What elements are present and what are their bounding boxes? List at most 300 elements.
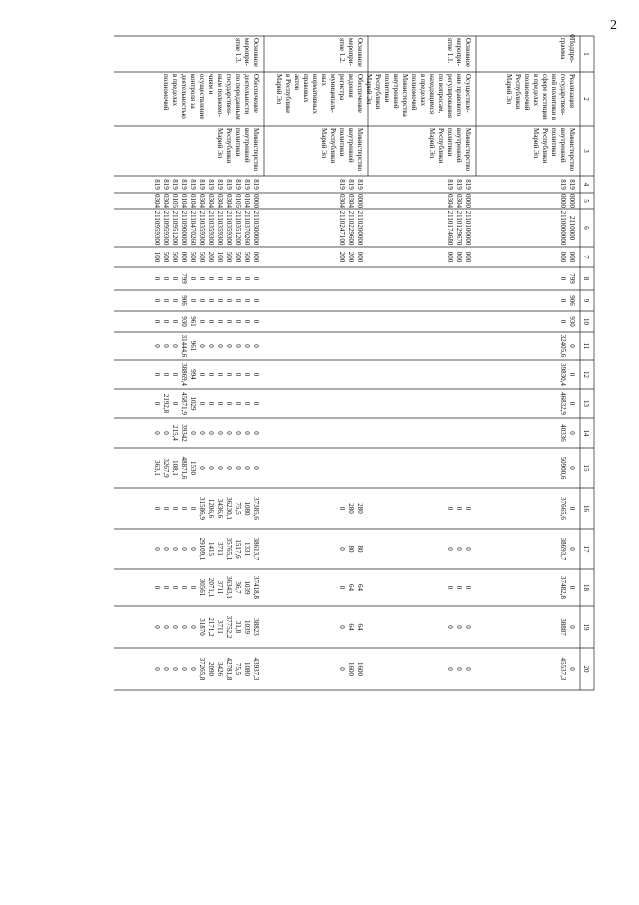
table-cell: 0 <box>171 344 179 348</box>
table-cell: 819 <box>162 179 170 190</box>
table-cell: 280 <box>347 503 355 514</box>
table-cell: 819 <box>171 179 179 190</box>
table-cell: 0 <box>171 625 179 629</box>
table-cell: 0 <box>180 585 188 590</box>
table-cell: 45537,3 <box>559 657 567 681</box>
table-cell: 930 <box>568 316 576 327</box>
table-cell: 0304 <box>446 194 454 208</box>
row-description: по переданным <box>234 74 242 120</box>
table-cell: 819 <box>252 179 260 190</box>
table-cell: 0 <box>180 547 188 551</box>
table-cell: 0 <box>153 401 161 406</box>
column-number: 9 <box>582 298 590 303</box>
row-description: в пределах <box>171 74 179 107</box>
table-cell: 0105 <box>171 194 179 208</box>
table-cell: 930 <box>180 316 188 327</box>
row-description: Марий Эл <box>505 74 513 105</box>
row-executor: Республики <box>541 128 549 164</box>
table-cell: 0 <box>225 298 233 303</box>
row-description: деятельности <box>243 74 251 115</box>
table-cell: 0 <box>216 344 224 348</box>
table-cell: 0 <box>171 298 179 303</box>
row-executor: Марий Эл <box>428 128 436 159</box>
table-cell: 819 <box>198 179 206 190</box>
table-cell: 38887 <box>559 618 567 636</box>
column-number: 7 <box>582 255 590 259</box>
table-cell: 2171,2 <box>207 617 215 637</box>
table-cell: 0 <box>225 344 233 348</box>
table-cell: 0 <box>153 298 161 303</box>
table-cell: 0 <box>243 401 251 406</box>
table-cell: 819 <box>243 179 251 190</box>
row-description: ным полномо- <box>216 74 224 117</box>
table-cell: 0 <box>216 276 224 281</box>
table-cell: 0 <box>455 585 463 590</box>
table-cell: 0104 <box>180 194 188 208</box>
row-executor: Республики <box>437 128 445 164</box>
row-description: политики <box>383 74 391 103</box>
table-cell: 961 <box>189 316 197 327</box>
table-cell: 0 <box>189 431 197 435</box>
table-cell: 0 <box>225 401 233 406</box>
row-type-label: грамма <box>559 38 567 60</box>
row-description: Республики <box>374 74 382 110</box>
row-description: ведения <box>347 74 355 98</box>
row-executor: политики <box>446 128 454 157</box>
column-number: 12 <box>582 371 590 378</box>
table-cell: 0304 <box>338 194 346 208</box>
row-description: чиям и <box>207 74 215 95</box>
table-cell: 0 <box>171 372 179 377</box>
table-cell: 0 <box>446 585 454 590</box>
table-cell: 32405,6 <box>559 334 567 358</box>
table-cell: 0 <box>153 372 161 377</box>
table-cell: 0 <box>446 547 454 551</box>
table-cell: 0 <box>338 625 346 629</box>
row-description: государствен- <box>225 74 233 116</box>
table-cell: 0 <box>464 667 472 671</box>
row-description: Осуществле- <box>464 74 472 113</box>
table-cell: 0 <box>243 431 251 435</box>
table-cell: 0 <box>198 344 206 348</box>
table-cell: 64 <box>356 584 364 591</box>
table-cell: 0 <box>225 431 233 435</box>
table-cell: 2110470260 <box>189 210 197 246</box>
row-description: Обеспечение <box>356 74 364 113</box>
column-number: 19 <box>582 623 590 631</box>
table-cell: 0 <box>207 298 215 303</box>
table-cell: 2110351200 <box>234 210 242 246</box>
table-cell: 31,8 <box>234 620 242 634</box>
row-executor: Марий Эл <box>532 128 540 159</box>
table-cell: 0 <box>446 506 454 511</box>
table-cell: 0 <box>162 276 170 281</box>
row-type-label: Основное <box>252 38 260 68</box>
table-cell: 37752,2 <box>225 615 233 639</box>
table-cell: 38869,4 <box>180 363 188 386</box>
table-cell: 819 <box>225 179 233 190</box>
table-cell: 0 <box>243 298 251 303</box>
table-cell: 42781,8 <box>225 657 233 681</box>
column-number: 13 <box>582 400 590 407</box>
table-cell: 0 <box>189 625 197 629</box>
table-cell: 0104 <box>243 194 251 208</box>
table-cell: 0 <box>559 298 567 303</box>
table-cell: 0 <box>216 431 224 435</box>
table-cell: 906 <box>568 295 576 306</box>
table-cell: 38823 <box>252 618 260 636</box>
table-cell: 0 <box>189 547 197 551</box>
row-description: полномочий <box>410 74 418 111</box>
column-number: 8 <box>582 276 590 281</box>
table-cell: 2110174680 <box>446 210 454 246</box>
table-cell: 2110900000 <box>180 210 188 246</box>
table-cell: 0 <box>216 401 224 406</box>
table-cell: 2110359300 <box>207 210 215 246</box>
table-cell: 75,5 <box>234 502 242 515</box>
row-description: правовых <box>302 74 310 103</box>
table-cell: 0 <box>252 344 260 348</box>
table-cell: 0 <box>198 276 206 281</box>
table-cell: 0304 <box>216 194 224 208</box>
column-number: 17 <box>582 545 590 553</box>
table-cell: 819 <box>446 179 454 190</box>
table-cell: 819 <box>356 179 364 190</box>
row-executor: Республики <box>225 128 233 164</box>
table-cell: 1039 <box>243 580 251 595</box>
table-cell: 0 <box>162 431 170 435</box>
table-cell: 1080 <box>243 501 251 516</box>
table-cell: 3711 <box>216 580 224 595</box>
table-cell: 0 <box>171 667 179 671</box>
row-type-label: Основное <box>356 38 364 68</box>
table-cell: 0 <box>162 547 170 551</box>
table-cell: 37265,8 <box>198 657 206 681</box>
table-cell: 2110000000 <box>559 210 567 246</box>
table-cell: 3436,6 <box>216 498 224 519</box>
table-cell: 0 <box>189 585 197 590</box>
table-cell: 0000 <box>252 194 260 208</box>
row-description: актов <box>293 74 301 91</box>
table-cell: 0 <box>189 667 197 671</box>
table-cell: 31870 <box>198 618 206 636</box>
column-number: 10 <box>582 318 590 325</box>
table-cell: 0 <box>171 319 179 324</box>
row-executor: Республики <box>329 128 337 164</box>
table-cell: 0 <box>225 319 233 324</box>
table-cell: 0 <box>464 547 472 551</box>
table-cell: 819 <box>455 179 463 190</box>
table-cell: 0304 <box>455 194 463 208</box>
row-description: регулирования <box>446 74 454 118</box>
table-cell: 819 <box>568 179 576 190</box>
table-cell: 0 <box>243 372 251 377</box>
table-cell: 0 <box>234 344 242 348</box>
table-cell: 0 <box>243 319 251 324</box>
row-type-label: меропри- <box>455 38 463 66</box>
table-cell: 0304 <box>162 194 170 208</box>
table-cell: 0 <box>180 625 188 629</box>
table-cell: 37482,8 <box>559 576 567 599</box>
table-cell: 0 <box>559 276 567 281</box>
table-cell: 200 <box>338 251 346 263</box>
table-cell: 0 <box>180 667 188 671</box>
column-number: 18 <box>582 584 590 591</box>
page-number: 2 <box>610 18 617 33</box>
table-cell: 29109,1 <box>198 537 206 561</box>
table-cell: 200 <box>207 251 215 263</box>
table-cell: 819 <box>559 179 567 190</box>
table-cell: 500 <box>171 251 179 263</box>
table-cell: 819 <box>180 179 188 190</box>
table-cell: 000 <box>252 251 260 263</box>
table-cell: 0 <box>455 547 463 551</box>
table-cell: 0 <box>446 625 454 629</box>
table-cell: 0 <box>234 298 242 303</box>
table-cell: 000 <box>559 251 567 263</box>
table-cell: 0 <box>252 466 260 470</box>
row-executor: внутренней <box>347 128 355 163</box>
row-description: внутренней <box>392 74 400 109</box>
table-cell: 1600 <box>347 662 355 676</box>
table-cell: 64 <box>347 623 355 631</box>
table-cell: 0 <box>198 431 206 435</box>
table-cell: 0 <box>243 276 251 281</box>
table-cell: 500 <box>189 251 197 263</box>
table-cell: 0 <box>153 431 161 435</box>
table-cell: 35765,1 <box>225 537 233 561</box>
table-cell: 100 <box>216 251 224 263</box>
table-cell: 0 <box>464 585 472 590</box>
table-cell: 000 <box>180 251 188 263</box>
table-cell: 000 <box>568 251 576 263</box>
row-description: государствен- <box>559 74 567 116</box>
table-cell: 3426 <box>216 662 224 676</box>
table-cell: 500 <box>198 251 206 263</box>
table-cell: 000 <box>455 251 463 263</box>
table-cell: 0 <box>225 466 233 470</box>
table-cell: 2110359300 <box>198 210 206 246</box>
table-cell: 75,5 <box>234 662 242 676</box>
table-cell: 0 <box>153 319 161 324</box>
table-cell: 2071,1 <box>207 577 215 598</box>
table-cell: 0 <box>243 466 251 470</box>
table-cell: 0 <box>171 547 179 551</box>
table-cell: 38693,7 <box>559 537 567 561</box>
table-cell: 0 <box>189 506 197 511</box>
table-cell: 0 <box>225 372 233 377</box>
column-number: 2 <box>582 97 590 101</box>
table-cell: 0 <box>568 401 576 406</box>
table-cell: 46832,9 <box>559 392 567 415</box>
table-cell: 0 <box>153 344 161 348</box>
table-cell: 0304 <box>207 194 215 208</box>
table-cell: 819 <box>234 179 242 190</box>
row-description: контроля за <box>189 74 197 109</box>
table-cell: 40336 <box>559 424 567 442</box>
table-cell: 0 <box>252 298 260 303</box>
row-executor: внутренней <box>559 128 567 163</box>
table-cell: 0 <box>568 34 576 38</box>
table-cell: 0 <box>153 276 161 281</box>
table-cell: 0 <box>162 319 170 324</box>
table-cell: 0 <box>171 401 179 406</box>
table-cell: 2110129670 <box>455 210 463 246</box>
table-cell: 1039 <box>243 620 251 634</box>
table-cell: 36,7 <box>234 581 242 594</box>
table-cell: 0 <box>568 667 576 671</box>
table-cell: 2110959300 <box>162 210 170 246</box>
table-cell: 0 <box>252 372 260 377</box>
row-description: ние правового <box>455 74 463 117</box>
table-cell: 45871,9 <box>180 392 188 415</box>
column-number: 1 <box>582 52 590 56</box>
row-executor: Министерство <box>356 128 364 172</box>
table-cell: 0 <box>171 585 179 590</box>
table-cell: 2192,8 <box>162 393 170 414</box>
table-cell: 64 <box>347 584 355 591</box>
table-cell: 0 <box>234 466 242 470</box>
table-cell: 0 <box>162 298 170 303</box>
table-cell: 36230,1 <box>225 497 233 520</box>
row-description: муниципаль- <box>329 74 337 113</box>
table-cell: 1080 <box>243 662 251 676</box>
table-cell: 0 <box>234 372 242 377</box>
table-cell: 3711 <box>216 542 224 556</box>
table-cell: 819 <box>464 179 472 190</box>
row-description: Министерства <box>401 74 409 117</box>
table-cell: 0 <box>464 506 472 511</box>
row-executor: внутренней <box>455 128 463 163</box>
table-cell: 37385,6 <box>252 497 260 520</box>
table-cell: 1517,6 <box>234 539 242 559</box>
table-cell: 994 <box>189 369 197 380</box>
row-description: ной политики в <box>550 74 558 121</box>
table-cell: 799 <box>568 273 576 284</box>
table-cell: 2110229600 <box>347 210 355 246</box>
table-cell: 2090 <box>207 662 215 676</box>
column-number: 15 <box>582 464 590 472</box>
row-description: полномочий <box>162 74 170 111</box>
row-executor: Марий Эл <box>216 128 224 159</box>
table-cell: 2110100000 <box>464 210 472 246</box>
table-cell: 100 <box>153 251 161 263</box>
table-cell: 0 <box>198 298 206 303</box>
table-cell: 0 <box>153 625 161 629</box>
table-cell: 819 <box>207 179 215 190</box>
table-cell: 0 <box>338 547 346 551</box>
table-cell: 1530 <box>189 461 197 475</box>
table-cell: 961 <box>189 340 197 352</box>
table-cell: 3267,9 <box>162 458 170 478</box>
row-executor: Министерство <box>252 128 260 172</box>
row-description: Марий Эл <box>365 74 373 105</box>
table-cell: 0 <box>162 372 170 377</box>
table-cell: 37665,6 <box>559 497 567 520</box>
row-description: сфере юстиции <box>541 74 549 120</box>
table-cell: 0 <box>338 585 346 590</box>
table-cell: 819 <box>338 179 346 190</box>
table-cell: 819 <box>153 179 161 190</box>
table-cell: 0 <box>207 401 215 406</box>
table-cell: 0304 <box>347 194 355 208</box>
table-cell: 819 <box>216 179 224 190</box>
table-cell: 0 <box>153 506 161 511</box>
table-cell: 39342 <box>180 424 188 442</box>
table-cell: 39830,4 <box>559 363 567 386</box>
table-cell: 000 <box>464 251 472 263</box>
table-cell: 0 <box>162 667 170 671</box>
table-cell: 1029 <box>189 396 197 411</box>
table-cell: 0000 <box>356 194 364 208</box>
table-cell: 0 <box>568 506 576 511</box>
row-description: осуществление <box>198 74 206 120</box>
row-description: Реализация <box>568 74 576 108</box>
row-type-label: меропри- <box>347 38 355 66</box>
row-executor: Марий Эл <box>320 128 328 159</box>
table-cell: 0000 <box>559 194 567 208</box>
table-cell: 36343,1 <box>225 576 233 599</box>
table-cell: 0 <box>180 506 188 511</box>
table-cell: 0 <box>455 625 463 629</box>
table-cell: 0304 <box>153 194 161 208</box>
table-cell: 500 <box>243 251 251 263</box>
table-cell: 38613,7 <box>252 537 260 561</box>
column-number: 16 <box>582 505 590 512</box>
table-cell: 3711 <box>216 620 224 634</box>
table-cell: 0105 <box>234 194 242 208</box>
table-cell: 0 <box>189 276 197 281</box>
row-description: Обеспечение <box>252 74 260 113</box>
row-description: регистра <box>338 74 346 101</box>
table-cell: 0 <box>162 506 170 511</box>
table-cell: 0 <box>153 547 161 551</box>
table-cell: 0 <box>216 372 224 377</box>
table-cell: 500 <box>225 251 233 263</box>
table-cell: 1415 <box>207 542 215 556</box>
table-cell: 0 <box>207 466 215 470</box>
table-cell: 2110200000 <box>356 210 364 246</box>
column-number: 6 <box>582 226 590 230</box>
table-cell: 0304 <box>198 194 206 208</box>
row-type-label: ятие 1.2. <box>338 38 346 64</box>
table-cell: 0 <box>568 372 576 377</box>
row-type-label: ятие 1.3. <box>234 38 242 64</box>
table-cell: 80 <box>347 545 355 553</box>
table-cell: 0104 <box>189 194 197 208</box>
table-cell: 2110000 <box>568 215 576 241</box>
row-executor: Министерство <box>464 128 472 172</box>
table-cell: 2110951200 <box>171 210 179 246</box>
table-cell: 0 <box>568 625 576 629</box>
table-cell: 500 <box>162 251 170 263</box>
table-cell: 0 <box>153 585 161 590</box>
table-cell: 0 <box>153 667 161 671</box>
table-cell: 0 <box>568 344 576 348</box>
table-cell: 1600 <box>356 662 364 676</box>
table-cell: 906 <box>180 295 188 306</box>
row-description: Марий Эл <box>275 74 283 105</box>
table-cell: 0000 <box>568 194 576 208</box>
table-cell: 2110359300 <box>225 210 233 246</box>
table-cell: 215,4 <box>171 425 179 441</box>
table-cell: 280 <box>356 503 364 514</box>
table-cell: 2110300000 <box>252 210 260 246</box>
row-type-label: Подпро- <box>568 38 576 63</box>
row-type-label: ятие 1.1. <box>446 38 454 64</box>
table-cell: 0 <box>216 298 224 303</box>
table-cell: 0 <box>252 319 260 324</box>
